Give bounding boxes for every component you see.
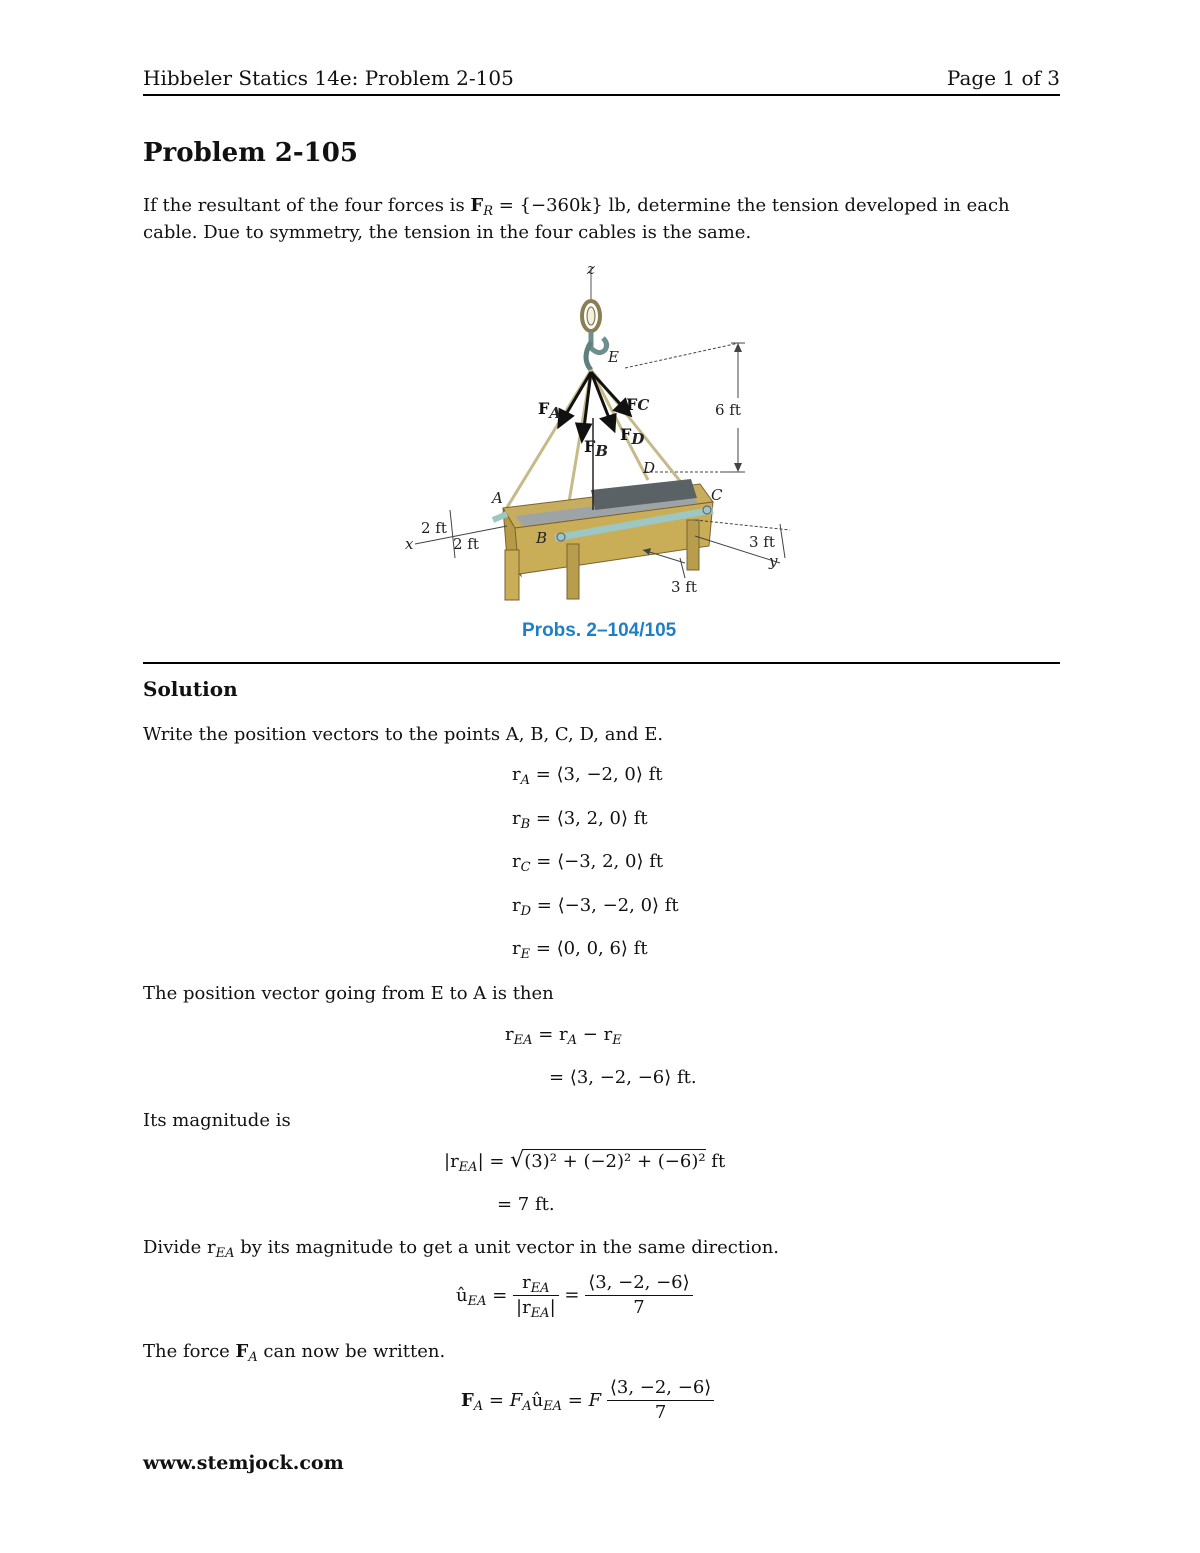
force-intro: The force $F_A$ can now be written.	[143, 1341, 446, 1365]
label-2ft-a: 2 ft	[421, 519, 447, 537]
problem-title: Problem 2-105	[143, 138, 358, 168]
unit-vector-intro: Divide $r_{EA}$ by its magnitude to get a unit vector in the same direction.	[143, 1237, 780, 1261]
crate-lifting-figure	[395, 258, 805, 603]
crate-leg-front-mid	[567, 544, 579, 599]
magnitude-intro: Its magnitude is	[143, 1110, 291, 1131]
header-rule	[143, 94, 1060, 96]
magnitude-equation: $|r_{EA}| = √(3)^2 + (-2)^2 + (-6)^2$ ft	[444, 1148, 726, 1175]
statement-line-1: If the resultant of the four forces is $F_R = \{-360k\}$ lb, determine the tension developed in each	[143, 195, 1010, 219]
magnitude-value: = 7 ft.	[497, 1194, 555, 1215]
label-E: E	[608, 348, 619, 366]
crate-leg-front-left	[505, 550, 519, 600]
label-D: D	[643, 459, 656, 477]
crate-leg-right	[687, 520, 699, 570]
label-3ft-a: 3 ft	[749, 533, 775, 551]
position-vector-D: $r_D$ = ⟨−3, −2, 0⟩ ft	[512, 895, 679, 919]
hook-icon	[591, 332, 607, 353]
label-6ft: 6 ft	[715, 401, 741, 419]
label-FB: FB	[584, 437, 609, 460]
label-2ft-b: 2 ft	[453, 535, 479, 553]
footer-url[interactable]: www.stemjock.com	[143, 1452, 344, 1474]
header-title: Hibbeler Statics 14e: Problem 2-105	[143, 66, 514, 90]
label-A: A	[492, 489, 503, 507]
section-rule	[143, 662, 1060, 664]
force-equation: $F_A$ = $F_Aû_{EA} = F$ $\frac{⟨3, -2, -6⟩}{7}$	[461, 1376, 714, 1425]
position-vector-B: $r_B$ = ⟨3, 2, 0⟩ ft	[512, 808, 648, 832]
label-B: B	[536, 529, 548, 547]
solution-intro: Write the position vectors to the points A, B, C, D, and E.	[143, 724, 664, 745]
header-page-number: Page 1 of 3	[946, 66, 1060, 90]
statement-line-2: cable. Due to symmetry, the tension in the four cables is the same.	[143, 222, 752, 243]
ea-intro: The position vector going from E to A is then	[143, 983, 554, 1004]
label-FA: FA	[538, 399, 561, 422]
position-vector-C: $r_C$ = ⟨−3, 2, 0⟩ ft	[512, 851, 664, 875]
unit-vector-equation: $û_{EA}$ = $\frac{r_{EA}}{|r_{EA}|}$ = $\frac{⟨3, -2, -6⟩}{7}$	[456, 1271, 693, 1320]
label-FD: FD	[620, 425, 645, 448]
label-C: C	[711, 486, 723, 504]
r-ea-equation: $r_{EA} = r_A - r_E$	[505, 1024, 622, 1048]
label-FC: FC	[626, 395, 650, 414]
position-vector-E: $r_E$ = ⟨0, 0, 6⟩ ft	[512, 938, 648, 962]
label-y: y	[769, 552, 778, 570]
label-z: z	[587, 260, 595, 278]
problem-statement	[143, 192, 1063, 246]
figure-caption: Probs. 2–104/105	[522, 620, 677, 641]
position-vector-A: $r_A$ = ⟨3, −2, 0⟩ ft	[512, 764, 663, 788]
label-x: x	[405, 535, 414, 553]
label-3ft-b: 3 ft	[671, 578, 697, 596]
solution-heading: Solution	[143, 677, 238, 701]
r-ea-value: = ⟨3, −2, −6⟩ ft.	[549, 1067, 697, 1088]
